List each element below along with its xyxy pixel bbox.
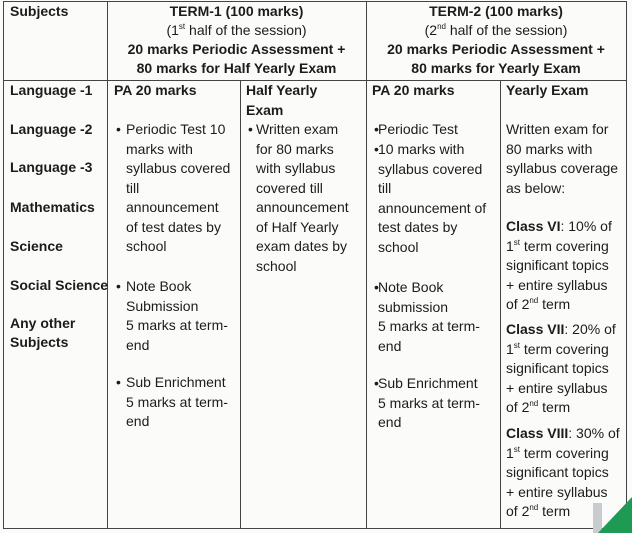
bullet-icon: • [116,374,121,390]
col-line [500,80,501,528]
bullet-icon: • [374,141,379,157]
cell-text-line: Sub Enrichment [126,374,226,390]
cell-text-line: of Half Yearly [256,218,339,235]
term2-title: TERM-2 (100 marks) [429,3,563,19]
cell-text-line: test dates by [378,219,458,235]
cell-text-line: for 80 marks [256,140,334,157]
table-border-bottom [3,528,627,529]
superscript: st [178,22,186,31]
cell-text-line: significant topics [506,360,609,376]
subject-label: Language -1 [10,82,93,98]
cell-text-line: end [378,337,402,354]
text: : 20% of [564,321,616,337]
subject-label: Any other [10,315,76,331]
subject-label: Science [10,238,63,254]
cell-text-line: school [126,238,167,254]
bullet-icon: • [374,121,379,137]
subject-label: Mathematics [10,199,95,215]
superscript: nd [529,296,539,305]
cell-text-line: 5 marks at term- [126,317,228,333]
text: 1 [506,340,514,357]
cell-heading: PA 20 marks [372,82,455,98]
cell-text-line: 5 marks at term- [378,394,480,411]
cell-text-line: school [378,238,419,255]
text: term [538,296,571,312]
cell-text-line: announcement [256,199,349,215]
cell-text-line: Written exam for [506,121,609,137]
col-line [366,1,367,529]
cell-text-line: 5 marks at term- [378,318,480,334]
cell-text-line [506,398,570,417]
cell-text-line: school [256,257,297,274]
text: term [538,399,571,415]
class-label: Class VI [506,218,561,234]
text: of 2 [506,296,530,312]
corner-triangle-decoration [598,497,632,533]
cell-heading: PA 20 marks [114,82,197,98]
term1-session [107,21,366,40]
cell-text-line: + entire syllabus [506,483,608,500]
cell-text-line: announcement [126,199,219,215]
subject-label: Social Science [10,277,109,293]
cell-text-line: with syllabus [256,160,336,176]
cell-text-line: significant topics [506,464,609,480]
cell-text-line [506,320,616,339]
text: term covering [520,444,609,461]
term1-line3: 20 marks Periodic Assessment + [127,41,346,57]
text: term [538,503,571,519]
bullet-icon: • [374,279,379,295]
bullet-icon: • [116,121,121,137]
superscript: nd [437,22,446,31]
superscript: nd [529,503,539,512]
cell-text-line [506,424,620,443]
cell-text-line: + entire syllabus [506,379,608,396]
bullet-icon: • [374,375,379,391]
cell-text-line: 10 marks with [378,141,465,157]
cell-text-line: Sub Enrichment [378,375,478,391]
bullet-icon: • [116,278,121,294]
text: term covering [520,340,609,357]
cell-text-line: till [378,180,392,196]
cell-text-line [506,217,612,236]
text: : 10% of [560,218,612,234]
superscript: st [513,237,521,247]
text: (2 [424,22,438,38]
cell-text-line: 5 marks at term- [126,393,228,410]
cell-text-line: of test dates by [126,218,221,235]
col-line [626,1,627,529]
cell-text-line: Note Book [126,278,192,294]
subject-label: Language -3 [10,159,93,175]
superscript: nd [529,399,539,408]
cell-text-line: exam dates by [256,238,348,254]
cell-text-line [506,444,609,463]
cell-text-line [506,340,609,359]
text: 1 [506,237,514,254]
cell-text-line: 80 marks with [506,140,593,157]
text: 1 [506,444,514,461]
text: of 2 [506,399,530,415]
term1-line4: 80 marks for Half Yearly Exam [136,60,337,76]
cell-text-line: Periodic Test 10 [126,121,226,137]
term2-line4: 80 marks for Yearly Exam [411,60,581,76]
subjects-header: Subjects [10,3,69,19]
text: term covering [520,237,609,254]
text: of 2 [506,503,530,519]
cell-text-line: announcement of [378,199,487,216]
cell-text-line: marks with [126,140,193,157]
cell-text-line: syllabus coverage [506,160,619,176]
col-line [240,80,241,528]
cell-heading: Yearly Exam [506,82,589,98]
col-line [3,1,4,529]
subject-label: Language -2 [10,121,93,137]
bullet-icon: • [248,121,253,137]
col-line [107,1,108,529]
cell-text-line: + entire syllabus [506,276,608,293]
cell-text-line: submission [378,298,449,315]
cell-heading: Half Yearly [246,82,318,98]
cell-text-line: syllabus covered [378,160,483,177]
cell-text-line [506,295,570,314]
cell-text-line: Note Book [378,279,444,295]
term1-title: TERM-1 (100 marks) [169,3,304,19]
cell-text-line [506,237,609,256]
cell-text-line: significant topics [506,257,609,273]
cell-text-line: Submission [126,297,199,314]
term2-session [366,21,626,40]
cell-text-line: end [126,336,150,353]
subject-label: Subjects [10,334,69,350]
text: half of the session) [185,22,307,38]
class-label: Class VIII [506,425,569,441]
cell-text-line [506,502,570,521]
text: half of the session) [445,22,568,38]
text: (1 [166,22,179,38]
cell-text-line: covered till [256,179,323,196]
class-label: Class VII [506,321,565,337]
superscript: st [513,444,521,454]
text: : 30% of [568,425,620,441]
cell-text-line: syllabus covered [126,160,231,176]
cell-text-line: Written exam [256,121,339,137]
cell-heading: Exam [246,101,284,118]
term2-line3: 20 marks Periodic Assessment + [387,41,605,57]
cell-text-line: end [378,414,402,430]
cell-text-line: till [126,179,140,196]
superscript: st [513,340,521,350]
cell-text-line: as below: [506,179,566,196]
cell-text-line: Periodic Test [378,121,458,137]
cell-text-line: end [126,413,150,429]
